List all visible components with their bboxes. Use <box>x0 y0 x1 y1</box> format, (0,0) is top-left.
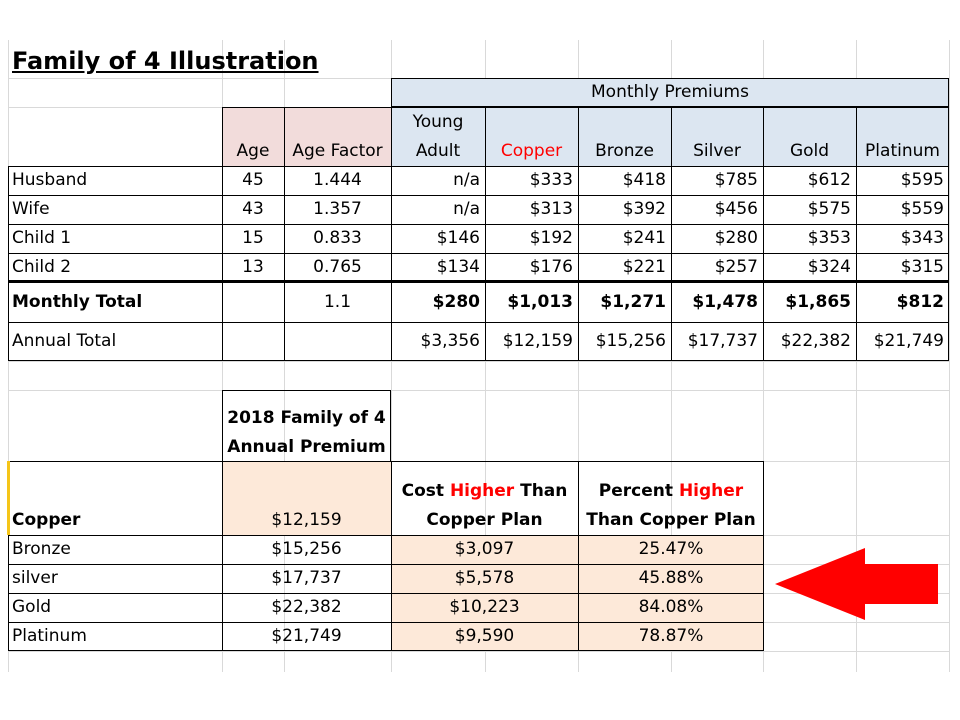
silver-cell: $785 <box>714 170 758 190</box>
monthly-total-copper: $1,013 <box>507 292 573 312</box>
bronze-cell: $418 <box>622 170 666 190</box>
age-cell: 13 <box>242 257 264 277</box>
page-title: Family of 4 Illustration <box>12 47 319 75</box>
copper-header: Copper <box>500 141 563 161</box>
gold-cell: $353 <box>807 228 851 248</box>
platinum-cell: $595 <box>900 170 944 190</box>
percent-header-text: Percent <box>598 481 679 501</box>
row-label: Wife <box>12 199 50 219</box>
cost-higher-header-line2: Copper Plan <box>426 510 543 530</box>
plan-label: Bronze <box>12 539 71 559</box>
age-cell: 15 <box>242 228 264 248</box>
platinum-cell: $343 <box>900 228 944 248</box>
annual-premium-header-line2: Annual Premium <box>227 437 386 457</box>
monthly-total-bronze: $1,271 <box>600 292 666 312</box>
age-cell: 45 <box>242 170 264 190</box>
row-label: Child 2 <box>12 257 72 277</box>
silver-cell: $257 <box>714 257 758 277</box>
silver-header: Silver <box>693 141 741 161</box>
age-factor-cell: 0.765 <box>313 257 362 277</box>
young-adult-cell: $146 <box>436 228 480 248</box>
young-adult-cell: $134 <box>436 257 480 277</box>
gold-header: Gold <box>789 141 830 161</box>
copper-cell: $313 <box>529 199 573 219</box>
cost-higher-cell: $3,097 <box>454 539 515 559</box>
row-label: Child 1 <box>12 228 72 248</box>
annual-total-bronze: $15,256 <box>595 331 666 351</box>
age-factor-header: Age Factor <box>292 141 383 161</box>
copper-cell: $192 <box>529 228 573 248</box>
annual-premium-header-line1: 2018 Family of 4 <box>227 408 386 428</box>
platinum-cell: $559 <box>900 199 944 219</box>
gridline <box>8 361 950 362</box>
annual-total-platinum: $21,749 <box>873 331 944 351</box>
monthly-total-young-adult: $280 <box>432 292 480 312</box>
young-adult-header-line1: Young <box>412 112 464 132</box>
bronze-cell: $241 <box>622 228 666 248</box>
percent-higher-cell: 25.47% <box>638 539 704 559</box>
young-adult-cell: n/a <box>453 170 480 190</box>
monthly-premiums-header: Monthly Premiums <box>591 82 749 102</box>
plan-label: Platinum <box>12 626 87 646</box>
plan-premium: $17,737 <box>271 568 342 588</box>
percent-higher-cell: 78.87% <box>638 626 704 646</box>
gold-cell: $612 <box>807 170 851 190</box>
gridline <box>8 390 950 391</box>
bronze-header: Bronze <box>595 141 654 161</box>
age-header: Age <box>236 141 270 161</box>
row-label: Husband <box>12 170 88 190</box>
plan-premium: $15,256 <box>271 539 342 559</box>
annual-total-copper: $12,159 <box>502 331 573 351</box>
monthly-total-platinum: $812 <box>896 292 944 312</box>
age-cell: 43 <box>242 199 264 219</box>
cost-higher-cell: $5,578 <box>454 568 515 588</box>
percent-higher-cell: 84.08% <box>638 597 704 617</box>
percent-higher-header-line2: Than Copper Plan <box>586 510 756 530</box>
plan-label: Gold <box>12 597 52 617</box>
plan-label: silver <box>12 568 58 588</box>
silver-cell: $280 <box>714 228 758 248</box>
gold-cell: $575 <box>807 199 851 219</box>
annual-total-silver: $17,737 <box>687 331 758 351</box>
young-adult-header-line2: Adult <box>415 141 461 161</box>
copper-premium: $12,159 <box>271 510 342 530</box>
age-factor-cell: 1.444 <box>313 170 362 190</box>
young-adult-cell: n/a <box>453 199 480 219</box>
bronze-cell: $221 <box>622 257 666 277</box>
higher-highlight: Higher <box>449 481 515 501</box>
higher-highlight: Higher <box>678 481 744 501</box>
cost-header-text: Than <box>514 481 568 501</box>
cost-higher-cell: $9,590 <box>454 626 515 646</box>
monthly-total-silver: $1,478 <box>692 292 758 312</box>
copper-label: Copper <box>12 510 81 530</box>
monthly-total-factor: 1.1 <box>323 292 352 312</box>
cost-higher-header-line1 <box>391 477 578 506</box>
cost-higher-cell: $10,223 <box>449 597 520 617</box>
copper-cell: $333 <box>529 170 573 190</box>
gridline <box>949 40 950 672</box>
percent-higher-header-line1 <box>578 477 764 506</box>
annual-total-young-adult: $3,356 <box>420 331 480 351</box>
left-arrow-icon <box>775 548 940 620</box>
plan-premium: $21,749 <box>271 626 342 646</box>
annual-total-label: Annual Total <box>12 331 117 351</box>
gold-cell: $324 <box>807 257 851 277</box>
age-factor-cell: 0.833 <box>313 228 362 248</box>
copper-cell: $176 <box>529 257 573 277</box>
silver-cell: $456 <box>714 199 758 219</box>
gridline <box>8 651 950 652</box>
plan-premium: $22,382 <box>271 597 342 617</box>
platinum-cell: $315 <box>900 257 944 277</box>
platinum-header: Platinum <box>865 141 940 161</box>
monthly-total-label: Monthly Total <box>12 292 143 312</box>
age-factor-cell: 1.357 <box>313 199 362 219</box>
monthly-total-gold: $1,865 <box>785 292 851 312</box>
cost-header-text: Cost <box>401 481 450 501</box>
bronze-cell: $392 <box>622 199 666 219</box>
percent-higher-cell: 45.88% <box>638 568 704 588</box>
annual-total-gold: $22,382 <box>780 331 851 351</box>
